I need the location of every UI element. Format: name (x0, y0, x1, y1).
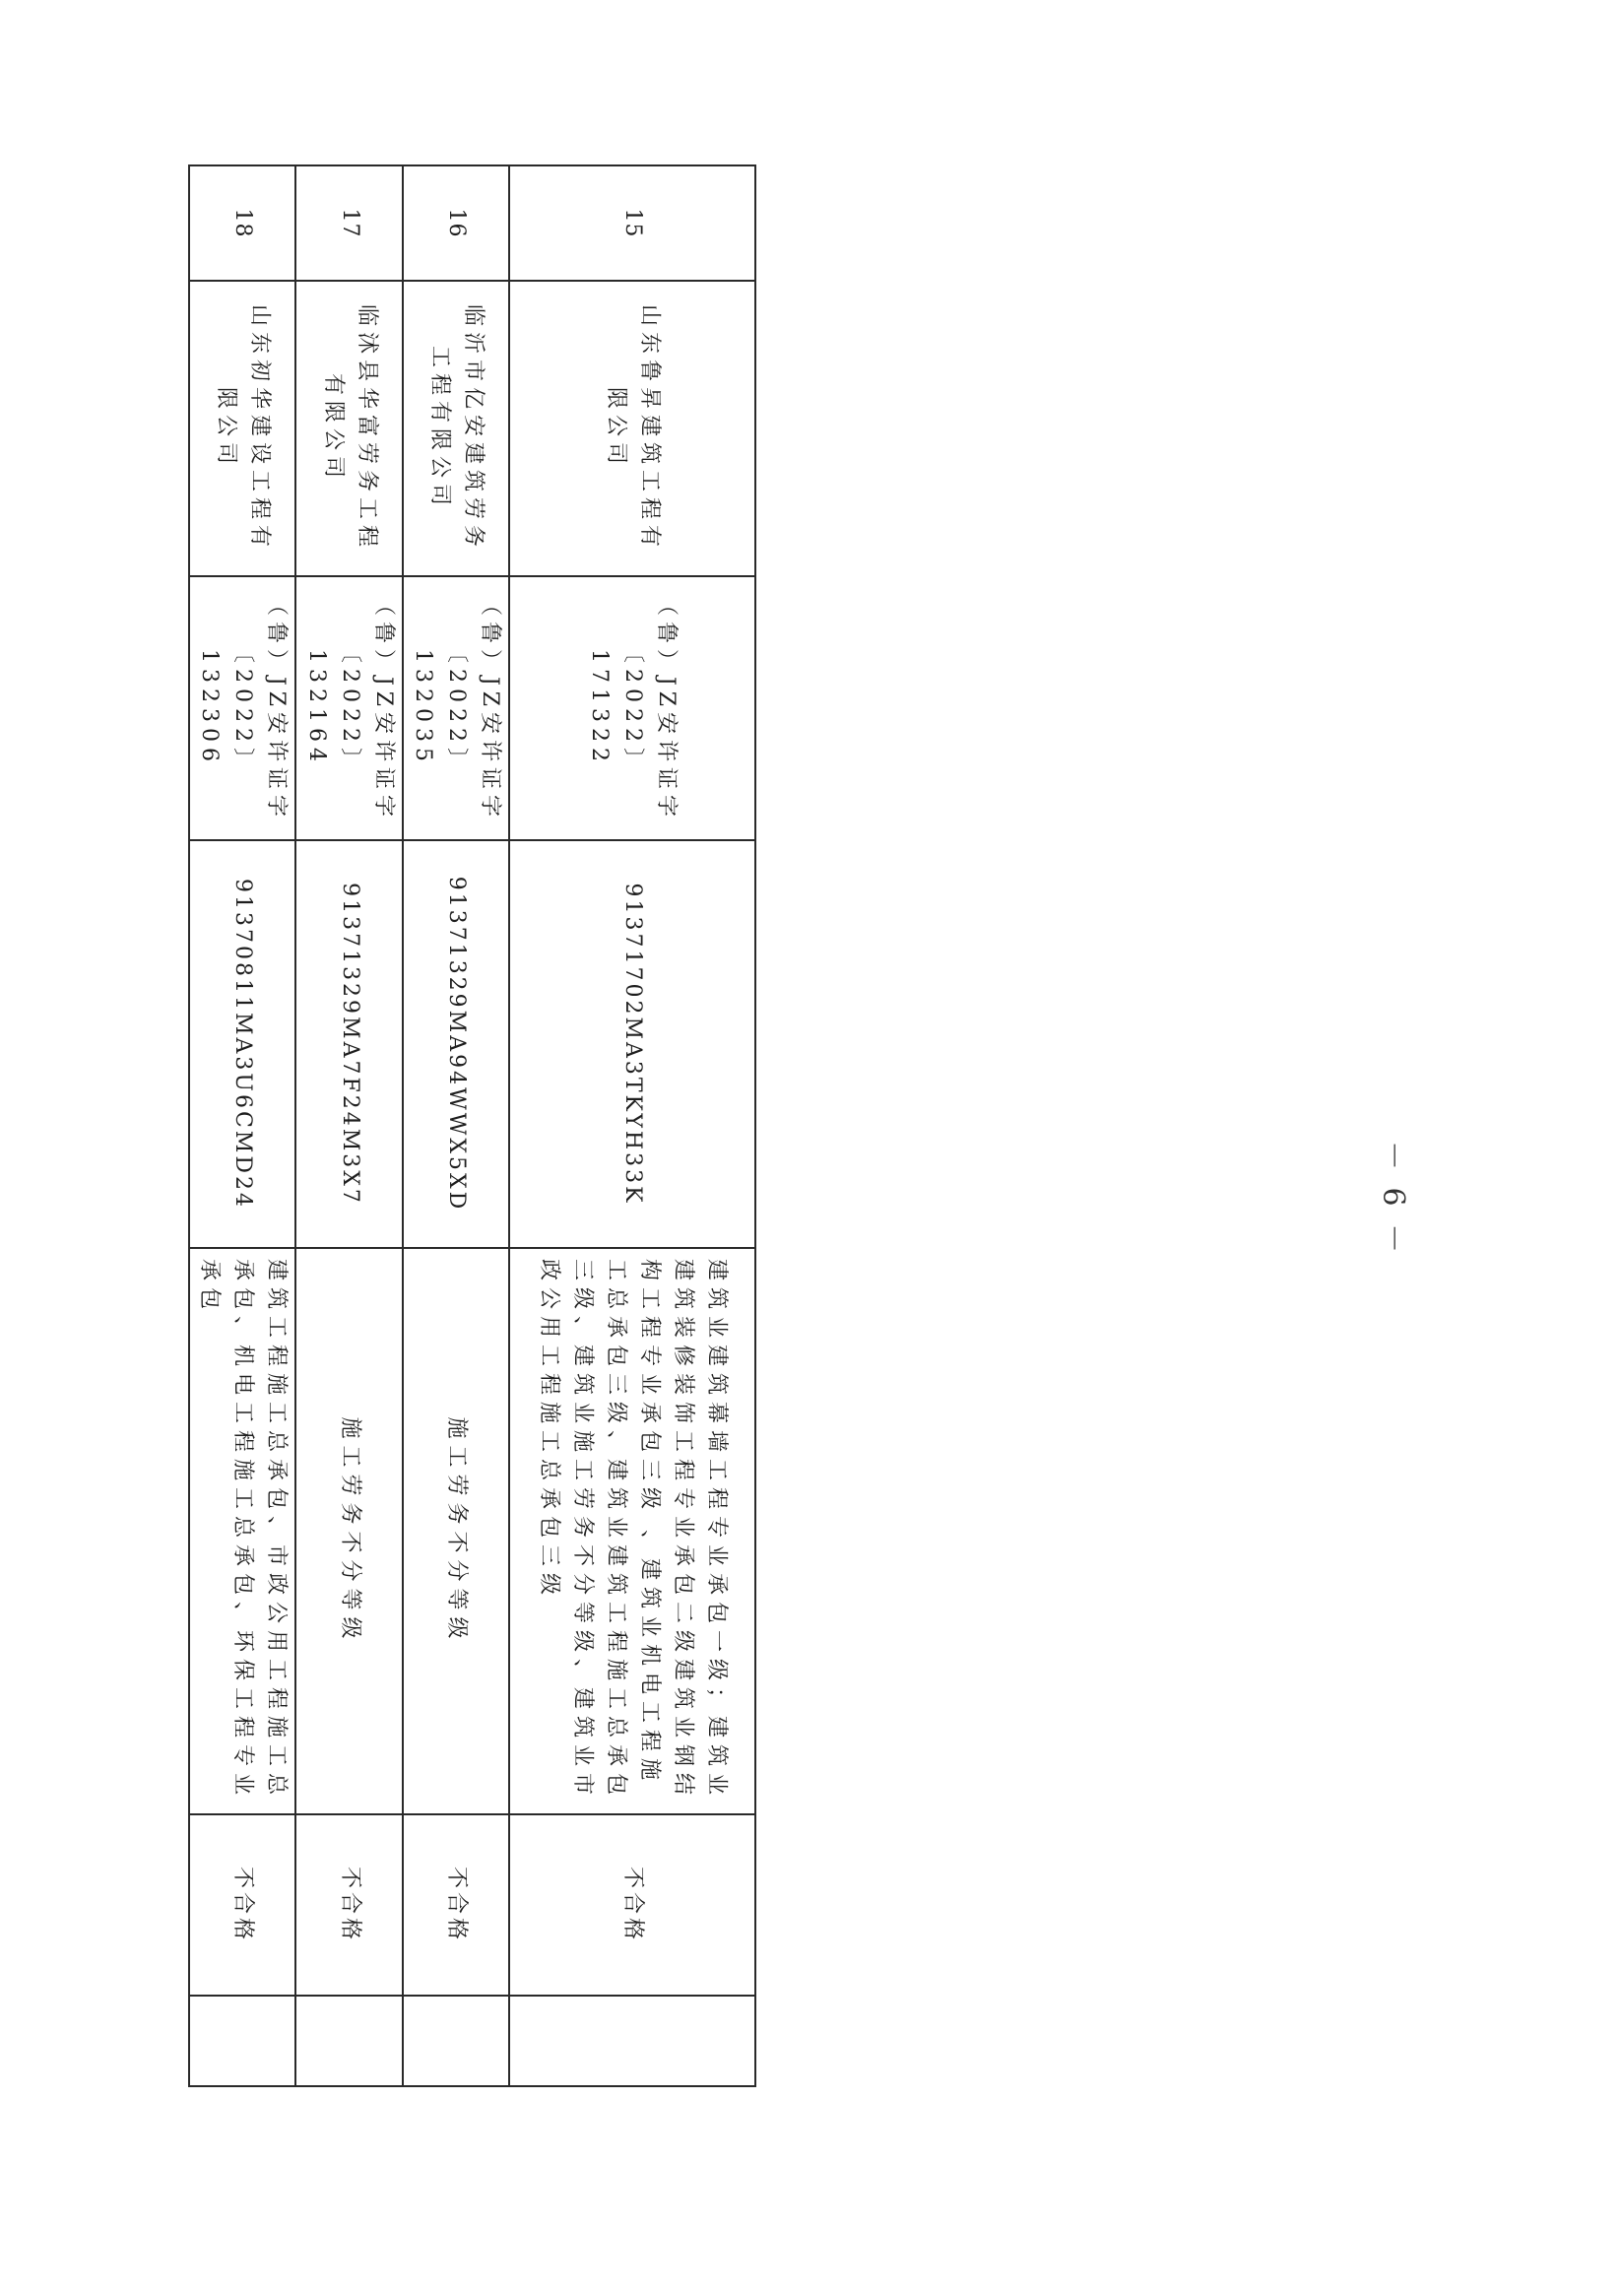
table-row (295, 165, 402, 2086)
table-row (509, 165, 755, 2086)
inspection-result: 不合格 (189, 1814, 295, 1996)
credit-code: 91371329MA94WWX5XD (403, 840, 509, 1248)
page-number: － 6 － (1376, 1141, 1410, 1258)
inspection-result: 不合格 (509, 1814, 755, 1996)
remarks-cell (403, 1996, 509, 2086)
inspection-result: 不合格 (403, 1814, 509, 1996)
license-number: （鲁）JZ安许证字〔2022〕132306 (189, 576, 295, 840)
table-row (189, 165, 295, 2086)
license-number: （鲁）JZ安许证字〔2022〕132164 (295, 576, 402, 840)
row-seq: 17 (295, 165, 402, 281)
row-seq: 18 (189, 165, 295, 281)
credit-code: 91371702MA3TKYH33K (509, 840, 755, 1248)
records-table (188, 164, 756, 2087)
remarks-cell (295, 1996, 402, 2086)
company-name: 临沂市亿安建筑劳务工程有限公司 (403, 281, 509, 576)
qualification-scope: 施工劳务不分等级 (403, 1248, 509, 1814)
company-name: 山东初华建设工程有限公司 (189, 281, 295, 576)
remarks-cell (189, 1996, 295, 2086)
row-seq: 15 (509, 165, 755, 281)
credit-code: 91370811MA3U6CMD24 (189, 840, 295, 1248)
license-number: （鲁）JZ安许证字〔2022〕171322 (509, 576, 755, 840)
license-number: （鲁）JZ安许证字〔2022〕132035 (403, 576, 509, 840)
qualification-scope: 施工劳务不分等级 (295, 1248, 402, 1814)
company-name: 山东鲁昇建筑工程有限公司 (509, 281, 755, 576)
credit-code: 91371329MA7F24M3X7 (295, 840, 402, 1248)
records-table-wrapper (197, 164, 756, 2085)
qualification-scope: 建筑工程施工总承包、市政公用工程施工总承包、机电工程施工总承包、环保工程专业承包 (189, 1248, 295, 1814)
remarks-cell (509, 1996, 755, 2086)
table-row (403, 165, 509, 2086)
inspection-result: 不合格 (295, 1814, 402, 1996)
company-name: 临沭县华富劳务工程有限公司 (295, 281, 402, 576)
row-seq: 16 (403, 165, 509, 281)
qualification-scope: 建筑业建筑幕墙工程专业承包一级；建筑业建筑装修装饰工程专业承包二级建筑业钢结构工程专业承包三级 、建筑业机电工程施工总承包三级、建筑业建筑工程施工总承包三级、建筑业施工劳务不分等级、建筑业市政公用工程施工总承包三级 (509, 1248, 755, 1814)
